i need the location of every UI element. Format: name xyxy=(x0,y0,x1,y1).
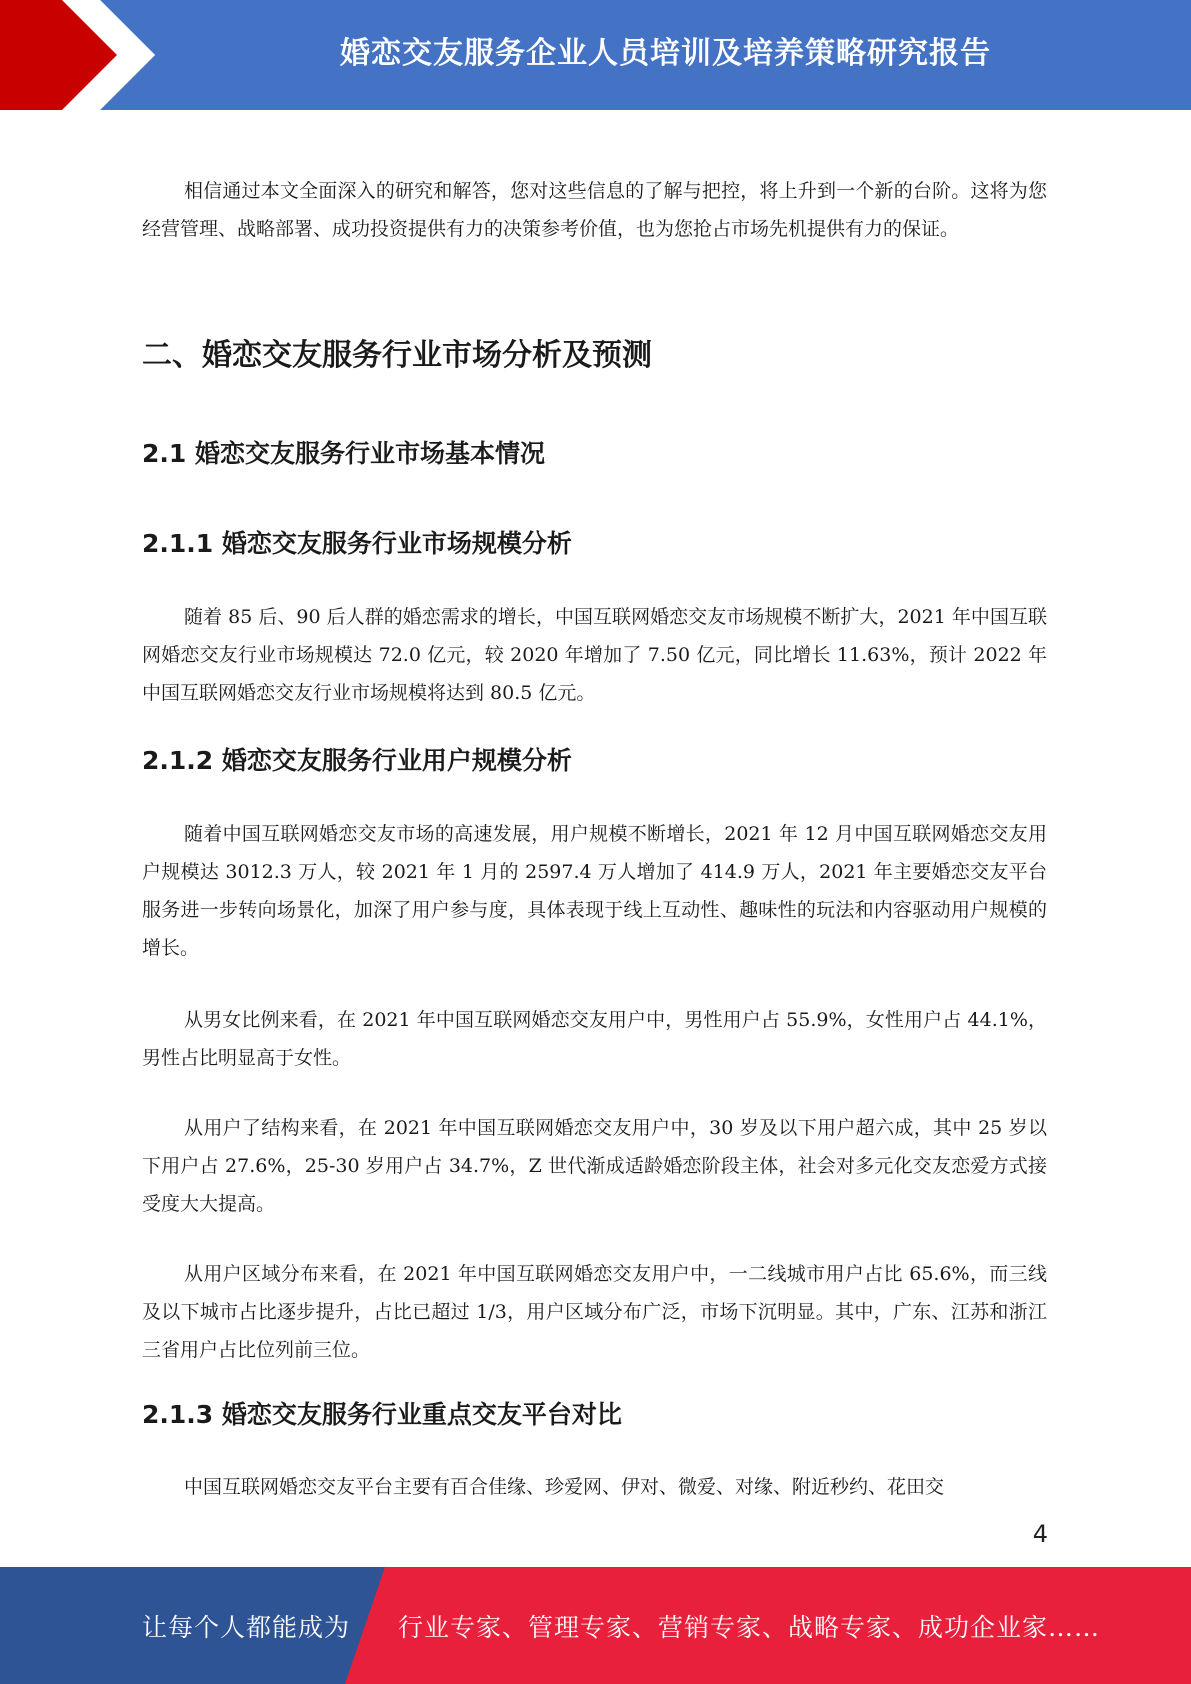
section-heading: 二、婚恋交友服务行业市场分析及预测 xyxy=(142,338,652,373)
report-title: 婚恋交友服务企业人员培训及培养策略研究报告 xyxy=(340,36,991,71)
footer-slogan-left: 让每个人都能成为 xyxy=(142,1612,351,1642)
subsection-heading-2-1-2: 2.1.2 婚恋交友服务行业用户规模分析 xyxy=(142,746,572,775)
subsection-heading-2-1-3: 2.1.3 婚恋交友服务行业重点交友平台对比 xyxy=(142,1400,622,1429)
page-footer xyxy=(0,1567,1191,1684)
region-distribution-paragraph: 从用户区域分布来看，在 2021 年中国互联网婚恋交友用户中，一二线城市用户占比 65.6%，而三线及以下城市占比逐步提升，占比已超过 1/3，用户区域分布广泛，市场下沉明显。其中，广东、江苏和浙江三省用户占比位列前三位。 xyxy=(142,1263,1047,1361)
page-number: 4 xyxy=(1032,1520,1048,1548)
age-structure-paragraph: 从用户了结构来看，在 2021 年中国互联网婚恋交友用户中，30 岁及以下用户超六成，其中 25 岁以下用户占 27.6%，25-30 岁用户占 34.7%，Z 世代渐成适龄婚恋阶段主体，社会对多元化交友恋爱方式接受度大大提高。 xyxy=(142,1117,1047,1215)
user-scale-paragraph: 随着中国互联网婚恋交友市场的高速发展，用户规模不断增长，2021 年 12 月中国互联网婚恋交友用户规模达 3012.3 万人，较 2021 年 1 月的 2597.4 万人增加了 414.9 万人，2021 年主要婚恋交友平台服务进一步转向场景化，加深了用户参与度，具体表现于线上互动性、趣味性的玩法和内容驱动用户规模的增长。 xyxy=(142,823,1047,959)
market-size-paragraph: 随着 85 后、90 后人群的婚恋需求的增长，中国互联网婚恋交友市场规模不断扩大，2021 年中国互联网婚恋交友行业市场规模达 72.0 亿元，较 2020 年增加了 7.50 亿元，同比增长 11.63%，预计 2022 年中国互联网婚恋交友行业市场规模将达到 80.5 亿元。 xyxy=(142,606,1047,704)
platform-comparison-paragraph: 中国互联网婚恋交友平台主要有百合佳缘、珍爱网、伊对、微爱、对缘、附近秒约、花田交 xyxy=(184,1476,945,1498)
intro-paragraph: 相信通过本文全面深入的研究和解答，您对这些信息的了解与把控，将上升到一个新的台阶。这将为您经营管理、战略部署、成功投资提供有力的决策参考价值，也为您抢占市场先机提供有力的保证。 xyxy=(142,180,1047,240)
page-header xyxy=(0,0,1191,110)
subsection-heading-2-1-1: 2.1.1 婚恋交友服务行业市场规模分析 xyxy=(142,529,572,558)
subsection-heading-2-1: 2.1 婚恋交友服务行业市场基本情况 xyxy=(142,439,545,468)
gender-ratio-paragraph: 从男女比例来看，在 2021 年中国互联网婚恋交友用户中，男性用户占 55.9%，女性用户占 44.1%，男性占比明显高于女性。 xyxy=(142,1009,1047,1069)
footer-slogan-right: 行业专家、管理专家、营销专家、战略专家、成功企业家…… xyxy=(398,1612,1101,1642)
